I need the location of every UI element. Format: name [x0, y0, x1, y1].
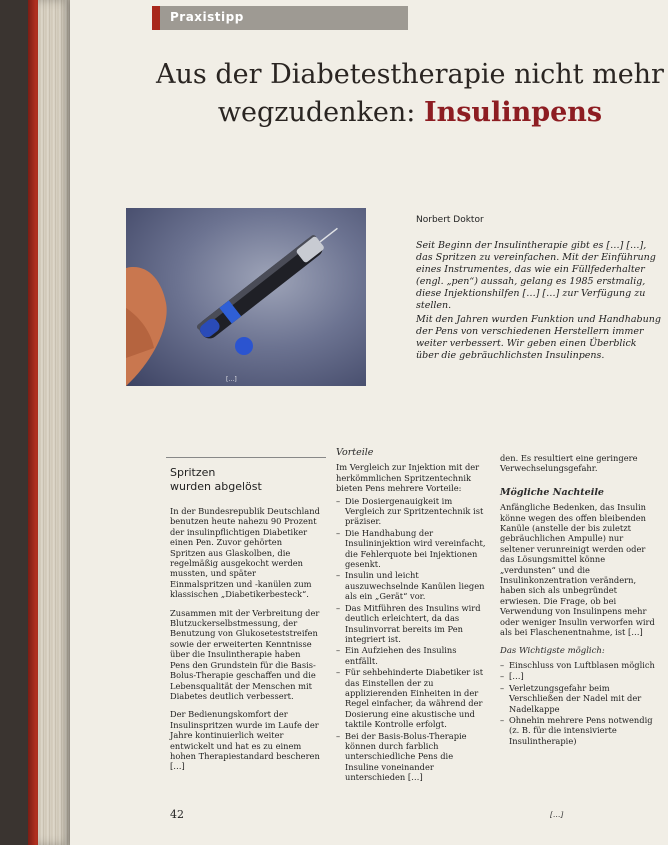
column-3	[500, 453, 660, 752]
body-paragraph: den. Es resultiert eine geringere Verwechselungsgefahr.	[500, 453, 638, 474]
body-paragraph: Der Bedienungskomfort der Insulinspritzen wurde im Laufe der Jahre kontinuierlich weiter entwickelt und hat es zu einem hohen Therapiestandard bescheren […]	[170, 709, 320, 772]
list-item: – […]	[500, 671, 660, 681]
photo-credit: […]	[226, 376, 237, 383]
header-bar	[70, 0, 668, 30]
section-heading-disadvantages: Mögliche Nachteile	[500, 486, 604, 498]
body-paragraph: Im Vergleich zur Injektion mit der herkömmlichen Spritzentechnik bieten Pens mehrere Vorteile:	[336, 462, 480, 494]
title-accent: Insulinpens	[423, 97, 603, 128]
intro-paragraph: Seit Beginn der Insulintherapie gibt es […] […], das Spritzen zu vereinfachen. Mit der Einführung eines Instrumentes, das wie ein Füllfederhalter (engl. „pen“) aussah, gelang es 1985 erstmalig, diese Injektionshilfen […] […] zur Verfügung zu stellen.	[416, 240, 656, 311]
section-subheading: Das Wichtigste möglich:	[500, 645, 605, 656]
body-paragraph: In der Bundesrepublik Deutschland benutzen heute nahezu 90 Prozent der insulinpflichtigen Diabetiker einen Pen. Zuvor gehörten Spritzen aus Glaskolben, die regelmäßig ausgekocht werden mussten, und später Einmalspritzen und -kanülen zum klassischen „Diabetikerbesteck“.	[170, 506, 320, 600]
list-item: – Für sehbehinderte Diabetiker ist das Einstellen der zu applizierenden Einheiten in der Regel einfacher, da während der Dosierung eine akustische und taktile Kontrolle erfolgt.	[336, 667, 486, 729]
footer-source: […]	[550, 810, 564, 819]
insulin-pen-photo	[126, 208, 366, 386]
list-item: – Verletzungsgefahr beim Verschließen der Nadel mit der Nadelkappe	[500, 683, 660, 714]
list-item: – Insulin und leicht auszuwechselnde Kanülen liegen als ein „Gerät“ vor.	[336, 570, 486, 601]
list-item: – Ohnehin mehrere Pens notwendig (z. B. für die intensivierte Insulintherapie)	[500, 715, 660, 746]
article-intro	[416, 240, 661, 364]
disadvantages-list	[500, 660, 660, 746]
pen-body	[196, 220, 344, 342]
list-item: – Das Mitführen des Insulins wird deutlich erleichtert, da das Insulinvorrat bereits im Pen integriert ist.	[336, 603, 486, 645]
advantages-list	[336, 496, 486, 783]
list-item: – Ein Aufziehen des Insulins entfällt.	[336, 645, 486, 666]
list-item: – Bei der Basis-Bolus-Therapie können durch farblich unterschiedliche Pens die Insuline voneinander unterschieden […]	[336, 731, 486, 783]
column-1	[170, 462, 320, 780]
body-paragraph: Zusammen mit der Verbreitung der Blutzuckerselbstmessung, der Benutzung von Glukoseteststreifen sowie der erweiterten Kenntnisse über die Insulintherapie haben Pens den Grundstein für die Basis-Bolus-Therapie geschaffen und die Lebensqualität der Menschen mit Diabetes deutlich verbessert.	[170, 607, 320, 701]
title-line-1: Aus der Diabetestherapie nicht mehr	[156, 59, 664, 90]
pen-illustration	[126, 208, 366, 386]
section-label: Praxistipp	[170, 10, 244, 24]
magazine-page	[70, 0, 668, 845]
intro-paragraph: Mit den Jahren wurden Funktion und Handhabung der Pens von verschiedenen Herstellern immer weiter verbessert. Wir geben einen Überblick über die gebräuchlichsten Insulinpens.	[416, 314, 661, 361]
subhead-line-2: wurden abgelöst	[170, 480, 262, 493]
list-item: – Einschluss von Luftblasen möglich	[500, 660, 660, 670]
pen-button	[235, 337, 253, 355]
column-divider	[166, 457, 326, 458]
list-item: – Die Handhabung der Insulininjektion wird vereinfacht, die Fehlerquote bei Injektionen gesenkt.	[336, 528, 486, 570]
column-subhead	[170, 462, 320, 494]
page-number: 42	[170, 808, 184, 821]
section-heading-advantages: Vorteile	[336, 447, 374, 458]
column-2	[336, 448, 486, 789]
header-accent-block	[152, 6, 160, 30]
author-name: Norbert Doktor	[416, 215, 484, 225]
subhead-line-1: Spritzen	[170, 466, 216, 479]
title-line-2-lead: wegzudenken:	[217, 97, 416, 128]
list-item: – Die Dosiergenauigkeit im Vergleich zur Spritzentechnik ist präziser.	[336, 496, 486, 527]
article-title	[150, 56, 668, 132]
body-paragraph: Anfängliche Bedenken, das Insulin könne wegen des offen bleibenden Kanüle (anstelle der bis zuletzt gebräuchlichen Ampulle) nur seltener verunreinigt werden oder das Lösungsmittel könne „verdunsten“ und die Insulinkonzentration verändern, haben sich als unbegründet erwiesen. Die Frage, ob bei Verwendung von Insulinpens mehr oder weniger Insulin verworfen wird als bei Flaschenentnahme, ist […]	[500, 502, 655, 638]
